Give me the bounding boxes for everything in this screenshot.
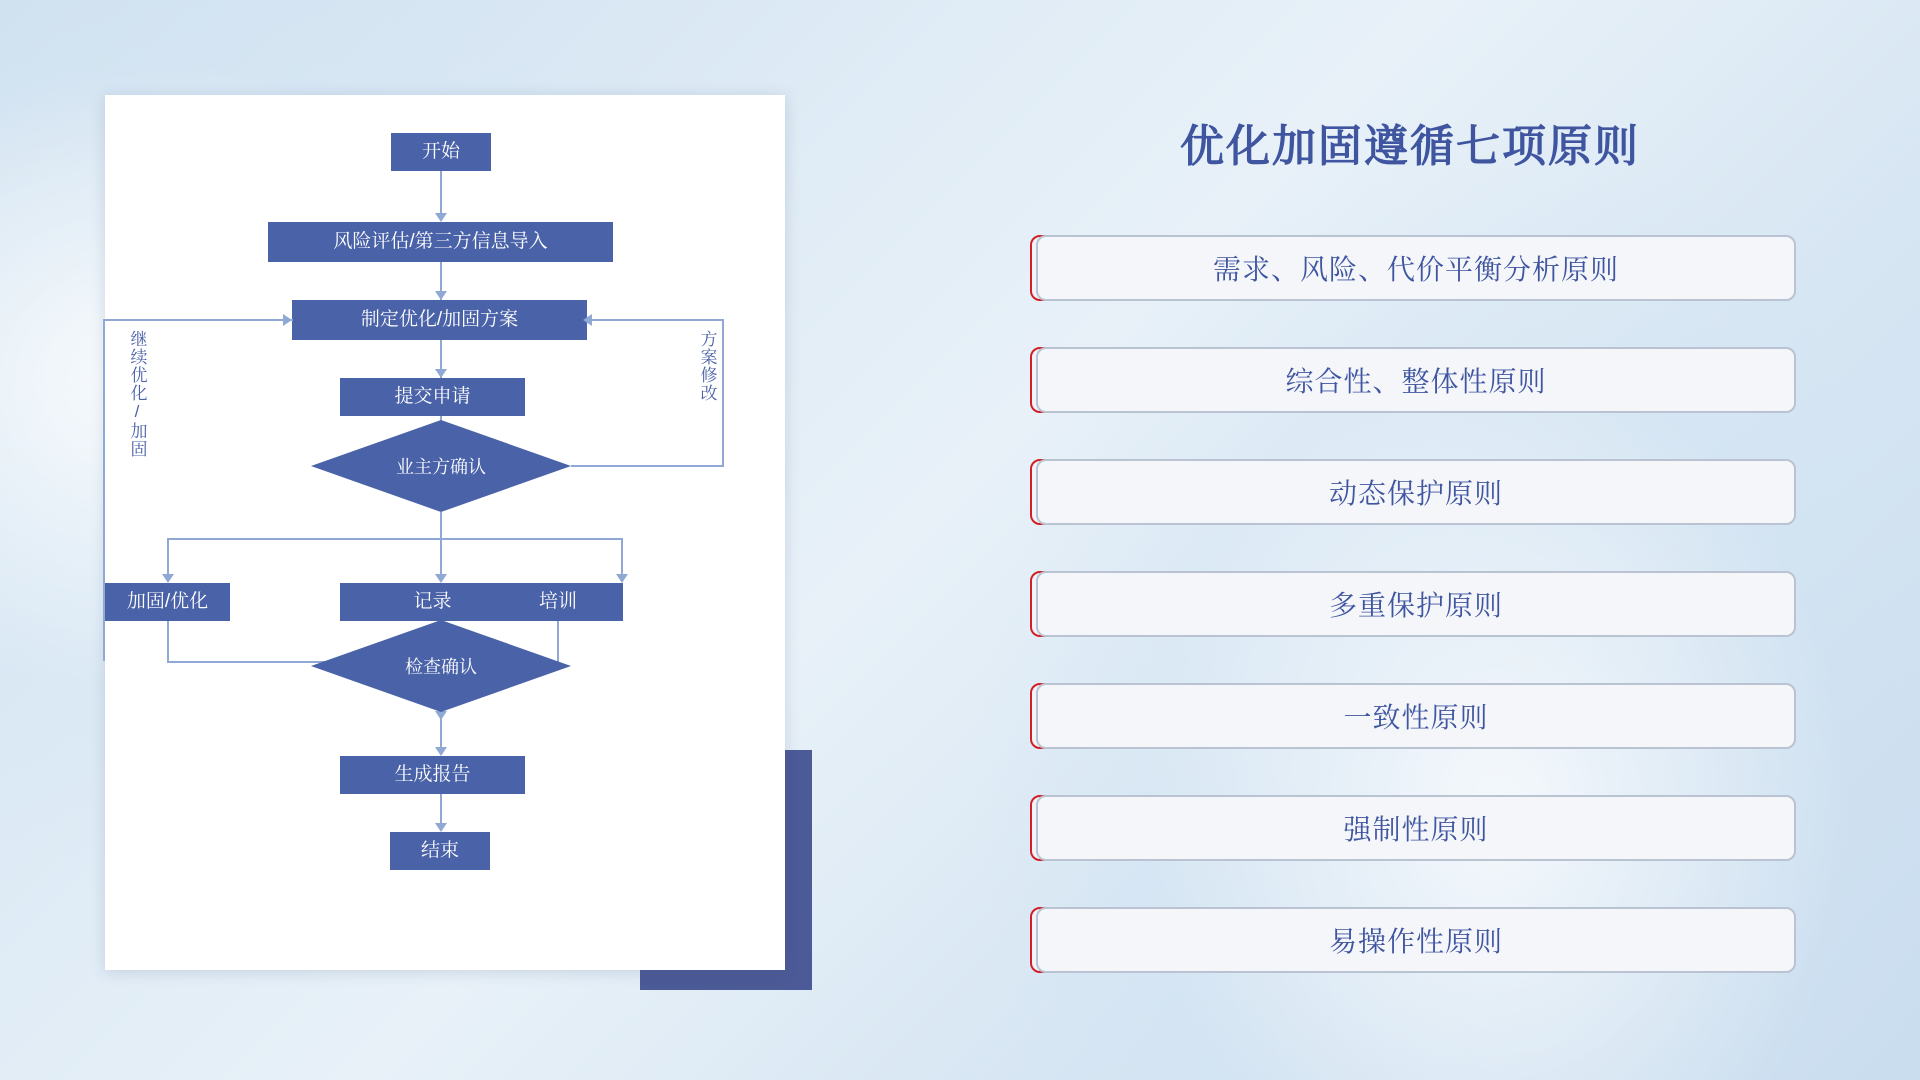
flowchart-card (105, 95, 785, 970)
flow-node-report (340, 756, 525, 794)
principle-label: 易操作性原则 (1036, 907, 1796, 973)
arrowhead-reinforce (162, 574, 174, 583)
arrowhead-plan (435, 291, 447, 300)
principle-label: 动态保护原则 (1036, 459, 1796, 525)
principle-label: 需求、风险、代价平衡分析原则 (1036, 235, 1796, 301)
flow-node-reinforce (105, 583, 230, 621)
flow-node-owner-confirm (311, 420, 571, 512)
principle-label: 强制性原则 (1036, 795, 1796, 861)
principle-item-5 (1030, 683, 1790, 749)
arrowhead-report (435, 747, 447, 756)
principle-item-7 (1030, 907, 1790, 973)
connector-reinforce-down (167, 621, 169, 663)
principle-item-1 (1030, 235, 1790, 301)
flow-node-label: 加固/优化 (126, 590, 209, 612)
flow-node-label: 制定优化/加固方案 (360, 308, 519, 330)
principle-item-4 (1030, 571, 1790, 637)
flow-node-submit (340, 378, 525, 416)
arrowhead-end (435, 823, 447, 832)
edge-label-right-loop: 方案修改 (697, 330, 717, 402)
flow-node-check-confirm-box (311, 620, 571, 712)
flow-node-label: 生成报告 (394, 763, 471, 785)
edge-label-left-loop: 继续优化/加固 (127, 330, 147, 458)
flow-node-label: 培训 (538, 590, 577, 612)
flow-node-label: 检查确认 (405, 657, 477, 677)
arrowhead-risk (435, 213, 447, 222)
principle-item-3 (1030, 459, 1790, 525)
principle-label: 综合性、整体性原则 (1036, 347, 1796, 413)
flow-node-start (391, 133, 491, 171)
flow-node-plan (292, 300, 587, 340)
flow-node-label: 风险评估/第三方信息导入 (333, 230, 548, 252)
connector-start-to-risk (440, 171, 442, 217)
arrowhead-plan-from-right (583, 314, 592, 326)
principle-label: 一致性原则 (1036, 683, 1796, 749)
arrowhead-record (435, 574, 447, 583)
connector-left-loop-to-plan (105, 319, 293, 321)
principle-label: 多重保护原则 (1036, 571, 1796, 637)
flow-node-label: 记录 (413, 590, 452, 612)
connector-owner-down (440, 512, 442, 540)
arrowhead-training (616, 574, 628, 583)
page-title: 优化加固遵循七项原则 (1180, 122, 1640, 171)
flowchart-diagram (105, 95, 785, 970)
arrowhead-plan-from-left (283, 314, 292, 326)
flow-node-label: 开始 (421, 140, 460, 162)
flow-node-label: 结束 (420, 839, 459, 861)
arrowhead-submit (435, 369, 447, 378)
flow-node-label: 业主方确认 (396, 457, 486, 477)
principle-item-6 (1030, 795, 1790, 861)
connector-right-loop-up (722, 319, 724, 466)
connector-owner-right (571, 465, 724, 467)
flow-node-risk-assessment (268, 222, 613, 262)
connector-right-loop-to-plan (587, 319, 724, 321)
flow-node-label: 提交申请 (394, 385, 471, 407)
connector-branch-bus (167, 538, 623, 540)
flow-node-end (390, 832, 490, 870)
principle-item-2 (1030, 347, 1790, 413)
